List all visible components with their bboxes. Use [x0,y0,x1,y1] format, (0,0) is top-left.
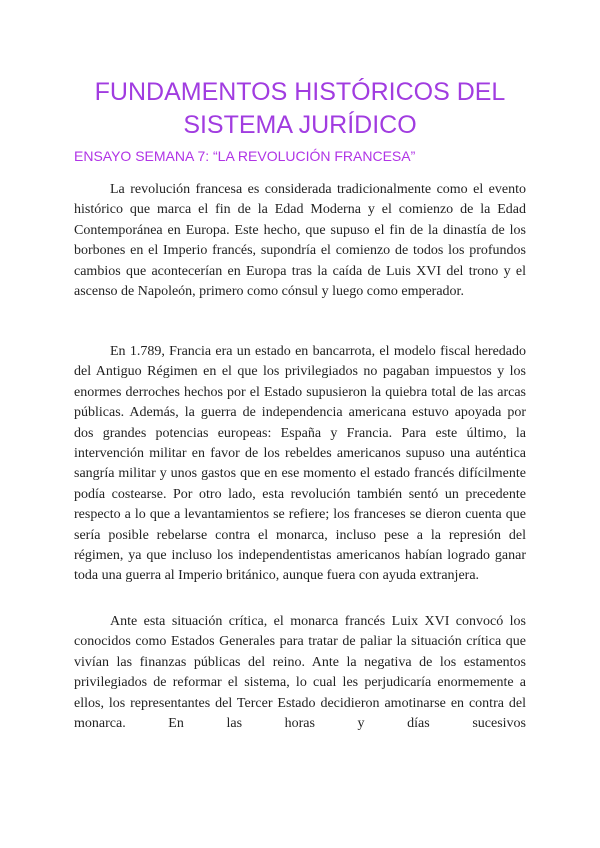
paragraph-3: Ante esta situación crítica, el monarca francés Luix XVI convocó los conocidos como Estados Generales para tratar de paliar la situación crítica que vivían las finanzas públicas del reino. Ante la negativa de los estamentos privilegiados de reformar el sistema, lo cual les perjudicaría enormemente a ellos, los representantes del Tercer Estado decidieron amotinarse en contra del monarca. En las horas y días sucesivos [74,614,526,732]
essay-subtitle: ENSAYO SEMANA 7: “LA REVOLUCIÓN FRANCESA” [74,148,416,164]
paragraph-1: La revolución francesa es considerada tradicionalmente como el evento histórico que marca el fin de la Edad Moderna y el comienzo de la Edad Contemporánea en Europa. Este hecho, que supuso el fin de la dinastía de los borbones en el Imperio francés, supondría el comienzo de todos los profundos cambios que acontecerían en Europa tras la caída de Luis XVI del trono y el ascenso de Napoleón, primero como cónsul y luego como emperador. [74,182,526,300]
paragraph-2: En 1.789, Francia era un estado en bancarrota, el modelo fiscal heredado del Antiguo Régimen en el que los privilegiados no pagaban impuestos y los enormes derroches hechos por el Estado supusieron la quiebra total de las arcas públicas. Además, la guerra de independencia americana estuvo apoyada por dos grandes potencias europeas: España y Francia. Para este último, la intervención militar en favor de los rebeldes americanos supuso una auténtica sangría militar y unos gastos que en ese momento el estado francés difícilmente podía costearse. Por otro lado, esta revolución también sentó un precedente respecto a lo que a levantamientos se refiere; los franceses se dieron cuenta que sería posible rebelarse contra el monarca, incluso pese a la represión del régimen, ya que incluso los independentistas americanos habían logrado ganar toda una guerra al Imperio británico, aunque fuera con ayuda extranjera. [74,344,526,584]
document-title: FUNDAMENTOS HISTÓRICOS DEL SISTEMA JURÍDICO [94,78,506,139]
